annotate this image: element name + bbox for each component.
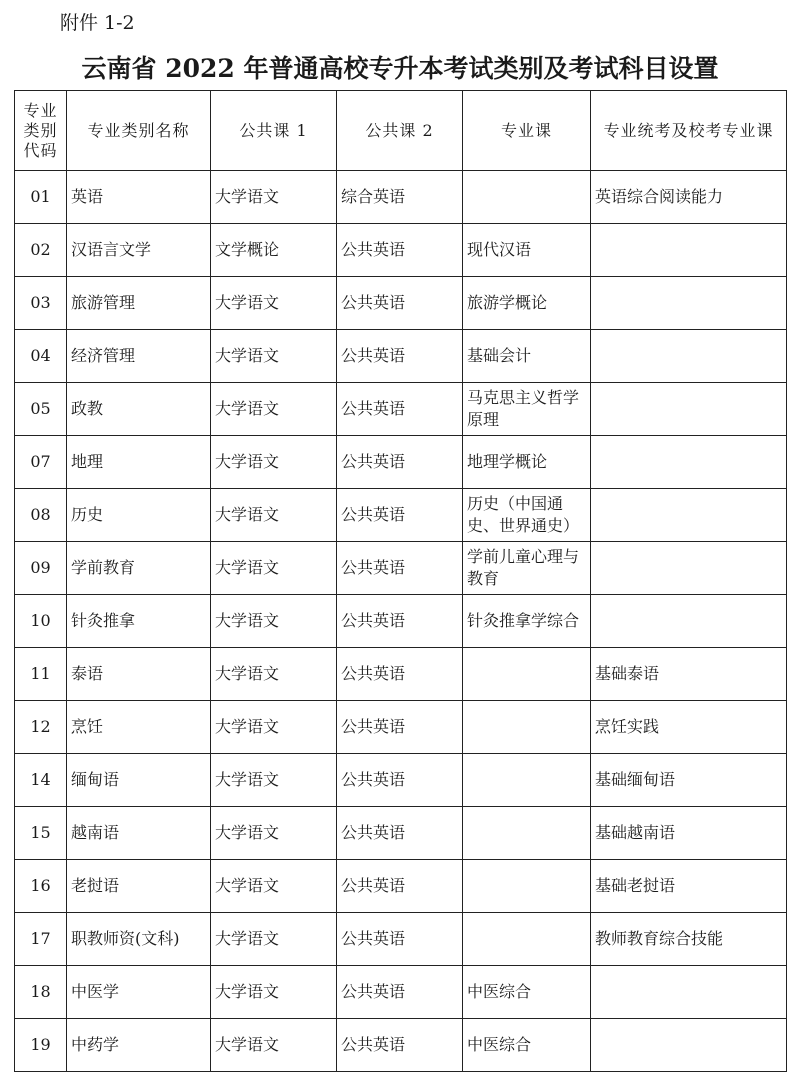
cell-public1: 大学语文 [211,860,337,913]
cell-unified [591,966,787,1019]
table-row [15,913,787,966]
cell-unified: 英语综合阅读能力 [591,171,787,224]
cell-name: 老挝语 [67,860,211,913]
cell-major [463,913,591,966]
cell-major: 历史（中国通史、世界通史） [463,489,591,542]
cell-name: 缅甸语 [67,754,211,807]
cell-unified [591,383,787,436]
cell-public1: 大学语文 [211,701,337,754]
cell-public1: 大学语文 [211,966,337,1019]
cell-major: 中医综合 [463,1019,591,1072]
cell-public2: 公共英语 [337,542,463,595]
cell-code: 14 [15,754,67,807]
cell-public2: 综合英语 [337,171,463,224]
cell-public2: 公共英语 [337,595,463,648]
header-code: 专业类别代码 [15,91,67,171]
cell-public1: 大学语文 [211,489,337,542]
header-name: 专业类别名称 [67,91,211,171]
cell-name: 经济管理 [67,330,211,383]
cell-public2: 公共英语 [337,277,463,330]
table-row [15,648,787,701]
cell-unified: 基础老挝语 [591,860,787,913]
cell-name: 中药学 [67,1019,211,1072]
cell-code: 17 [15,913,67,966]
cell-unified: 教师教育综合技能 [591,913,787,966]
cell-major: 旅游学概论 [463,277,591,330]
cell-code: 18 [15,966,67,1019]
cell-code: 16 [15,860,67,913]
cell-public2: 公共英语 [337,966,463,1019]
cell-public1: 大学语文 [211,171,337,224]
cell-public2: 公共英语 [337,648,463,701]
cell-name: 汉语言文学 [67,224,211,277]
cell-public1: 大学语文 [211,383,337,436]
table-row [15,542,787,595]
cell-code: 04 [15,330,67,383]
cell-public1: 大学语文 [211,913,337,966]
cell-code: 02 [15,224,67,277]
cell-name: 中医学 [67,966,211,1019]
cell-major: 现代汉语 [463,224,591,277]
header-public1: 公共课 1 [211,91,337,171]
cell-public2: 公共英语 [337,489,463,542]
cell-unified [591,489,787,542]
cell-code: 03 [15,277,67,330]
cell-major: 针灸推拿学综合 [463,595,591,648]
cell-major [463,807,591,860]
table-row [15,171,787,224]
cell-unified: 烹饪实践 [591,701,787,754]
cell-name: 针灸推拿 [67,595,211,648]
cell-public2: 公共英语 [337,754,463,807]
cell-code: 08 [15,489,67,542]
cell-public1: 大学语文 [211,648,337,701]
table-row [15,807,787,860]
cell-unified [591,330,787,383]
table-row [15,701,787,754]
cell-major [463,754,591,807]
cell-name: 政教 [67,383,211,436]
cell-major [463,860,591,913]
cell-unified [591,277,787,330]
cell-code: 09 [15,542,67,595]
cell-name: 旅游管理 [67,277,211,330]
cell-major: 学前儿童心理与教育 [463,542,591,595]
table-header-row [15,91,787,171]
cell-public2: 公共英语 [337,1019,463,1072]
header-major: 专业课 [463,91,591,171]
header-public2: 公共课 2 [337,91,463,171]
cell-public2: 公共英语 [337,436,463,489]
cell-major: 马克思主义哲学原理 [463,383,591,436]
table-row [15,277,787,330]
table-row [15,860,787,913]
cell-unified: 基础缅甸语 [591,754,787,807]
cell-code: 15 [15,807,67,860]
document-title: 云南省 2022 年普通高校专升本考试类别及考试科目设置 [81,54,719,83]
cell-name: 学前教育 [67,542,211,595]
table-row [15,224,787,277]
cell-name: 地理 [67,436,211,489]
table-row [15,330,787,383]
cell-major [463,648,591,701]
cell-unified [591,542,787,595]
cell-public1: 大学语文 [211,1019,337,1072]
cell-unified [591,595,787,648]
cell-major: 基础会计 [463,330,591,383]
cell-name: 越南语 [67,807,211,860]
cell-public1: 大学语文 [211,754,337,807]
cell-unified [591,224,787,277]
cell-name: 英语 [67,171,211,224]
cell-name: 历史 [67,489,211,542]
attachment-label: 附件 1-2 [60,12,135,34]
table-row [15,754,787,807]
header-unified: 专业统考及校考专业课 [591,91,787,171]
cell-public2: 公共英语 [337,860,463,913]
cell-unified: 基础泰语 [591,648,787,701]
cell-public2: 公共英语 [337,807,463,860]
exam-subjects-table [14,90,787,1072]
cell-code: 12 [15,701,67,754]
cell-public1: 大学语文 [211,595,337,648]
cell-major: 中医综合 [463,966,591,1019]
cell-public2: 公共英语 [337,701,463,754]
cell-code: 05 [15,383,67,436]
cell-public2: 公共英语 [337,913,463,966]
cell-unified [591,1019,787,1072]
table-row [15,489,787,542]
cell-code: 11 [15,648,67,701]
cell-public1: 大学语文 [211,330,337,383]
table-row [15,1019,787,1072]
cell-name: 职教师资(文科) [67,913,211,966]
cell-major [463,701,591,754]
cell-public2: 公共英语 [337,330,463,383]
cell-code: 01 [15,171,67,224]
cell-code: 10 [15,595,67,648]
cell-name: 泰语 [67,648,211,701]
cell-public2: 公共英语 [337,224,463,277]
table-row [15,436,787,489]
cell-public2: 公共英语 [337,383,463,436]
cell-code: 07 [15,436,67,489]
cell-public1: 大学语文 [211,436,337,489]
cell-public1: 文学概论 [211,224,337,277]
cell-code: 19 [15,1019,67,1072]
cell-public1: 大学语文 [211,277,337,330]
cell-major: 地理学概论 [463,436,591,489]
cell-public1: 大学语文 [211,807,337,860]
cell-unified [591,436,787,489]
cell-name: 烹饪 [67,701,211,754]
table-row [15,966,787,1019]
cell-public1: 大学语文 [211,542,337,595]
table-row [15,383,787,436]
cell-unified: 基础越南语 [591,807,787,860]
table-row [15,595,787,648]
cell-major [463,171,591,224]
